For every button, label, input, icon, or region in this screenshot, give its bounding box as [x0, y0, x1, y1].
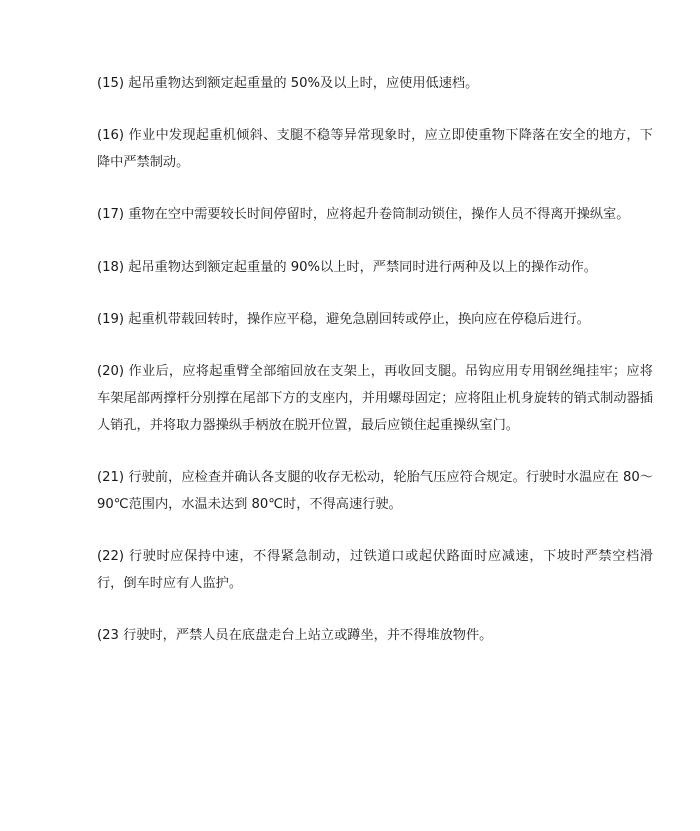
paragraph-18: (18) 起吊重物达到额定起重量的 90%以上时，严禁同时进行两种及以上的操作动作。 — [97, 260, 597, 275]
paragraph-20: (20) 作业后，应将起重臂全部缩回放在支架上，再收回支腿。吊钩应用专用钢丝绳挂牢；应将车架尾部两撑杆分别撑在尾部下方的支座内，并用螺母固定；应将阻止机身旋转的销式制动器插人销孔，并将取力器操纵手柄放在脱开位置，最后应锁住起重操纵室门。 — [97, 364, 653, 433]
paragraph-17: (17) 重物在空中需要较长时间停留时，应将起升卷筒制动锁住，操作人员不得离开操纵室。 — [97, 207, 630, 222]
paragraph-23: (23 行驶时，严禁人员在底盘走台上站立或蹲坐，并不得堆放物件。 — [97, 628, 493, 643]
paragraph-19: (19) 起重机带载回转时，操作应平稳，避免急剧回转或停止，换向应在停稳后进行。 — [97, 312, 590, 327]
paragraph-22: (22) 行驶时应保持中速，不得紧急制动，过铁道口或起伏路面时应减速，下坡时严禁空档滑行，倒车时应有人监护。 — [97, 549, 653, 591]
paragraph-16: (16) 作业中发现起重机倾斜、支腿不稳等异常现象时，应立即使重物下降落在安全的地方，下降中严禁制动。 — [97, 128, 653, 170]
paragraph-21: (21) 行驶前，应检查并确认各支腿的收存无松动，轮胎气压应符合规定。行驶时水温应在 80～90℃范围内，水温未达到 80℃时，不得高速行驶。 — [97, 470, 653, 512]
paragraph-15: (15) 起吊重物达到额定起重量的 50%及以上时，应使用低速档。 — [97, 76, 479, 91]
